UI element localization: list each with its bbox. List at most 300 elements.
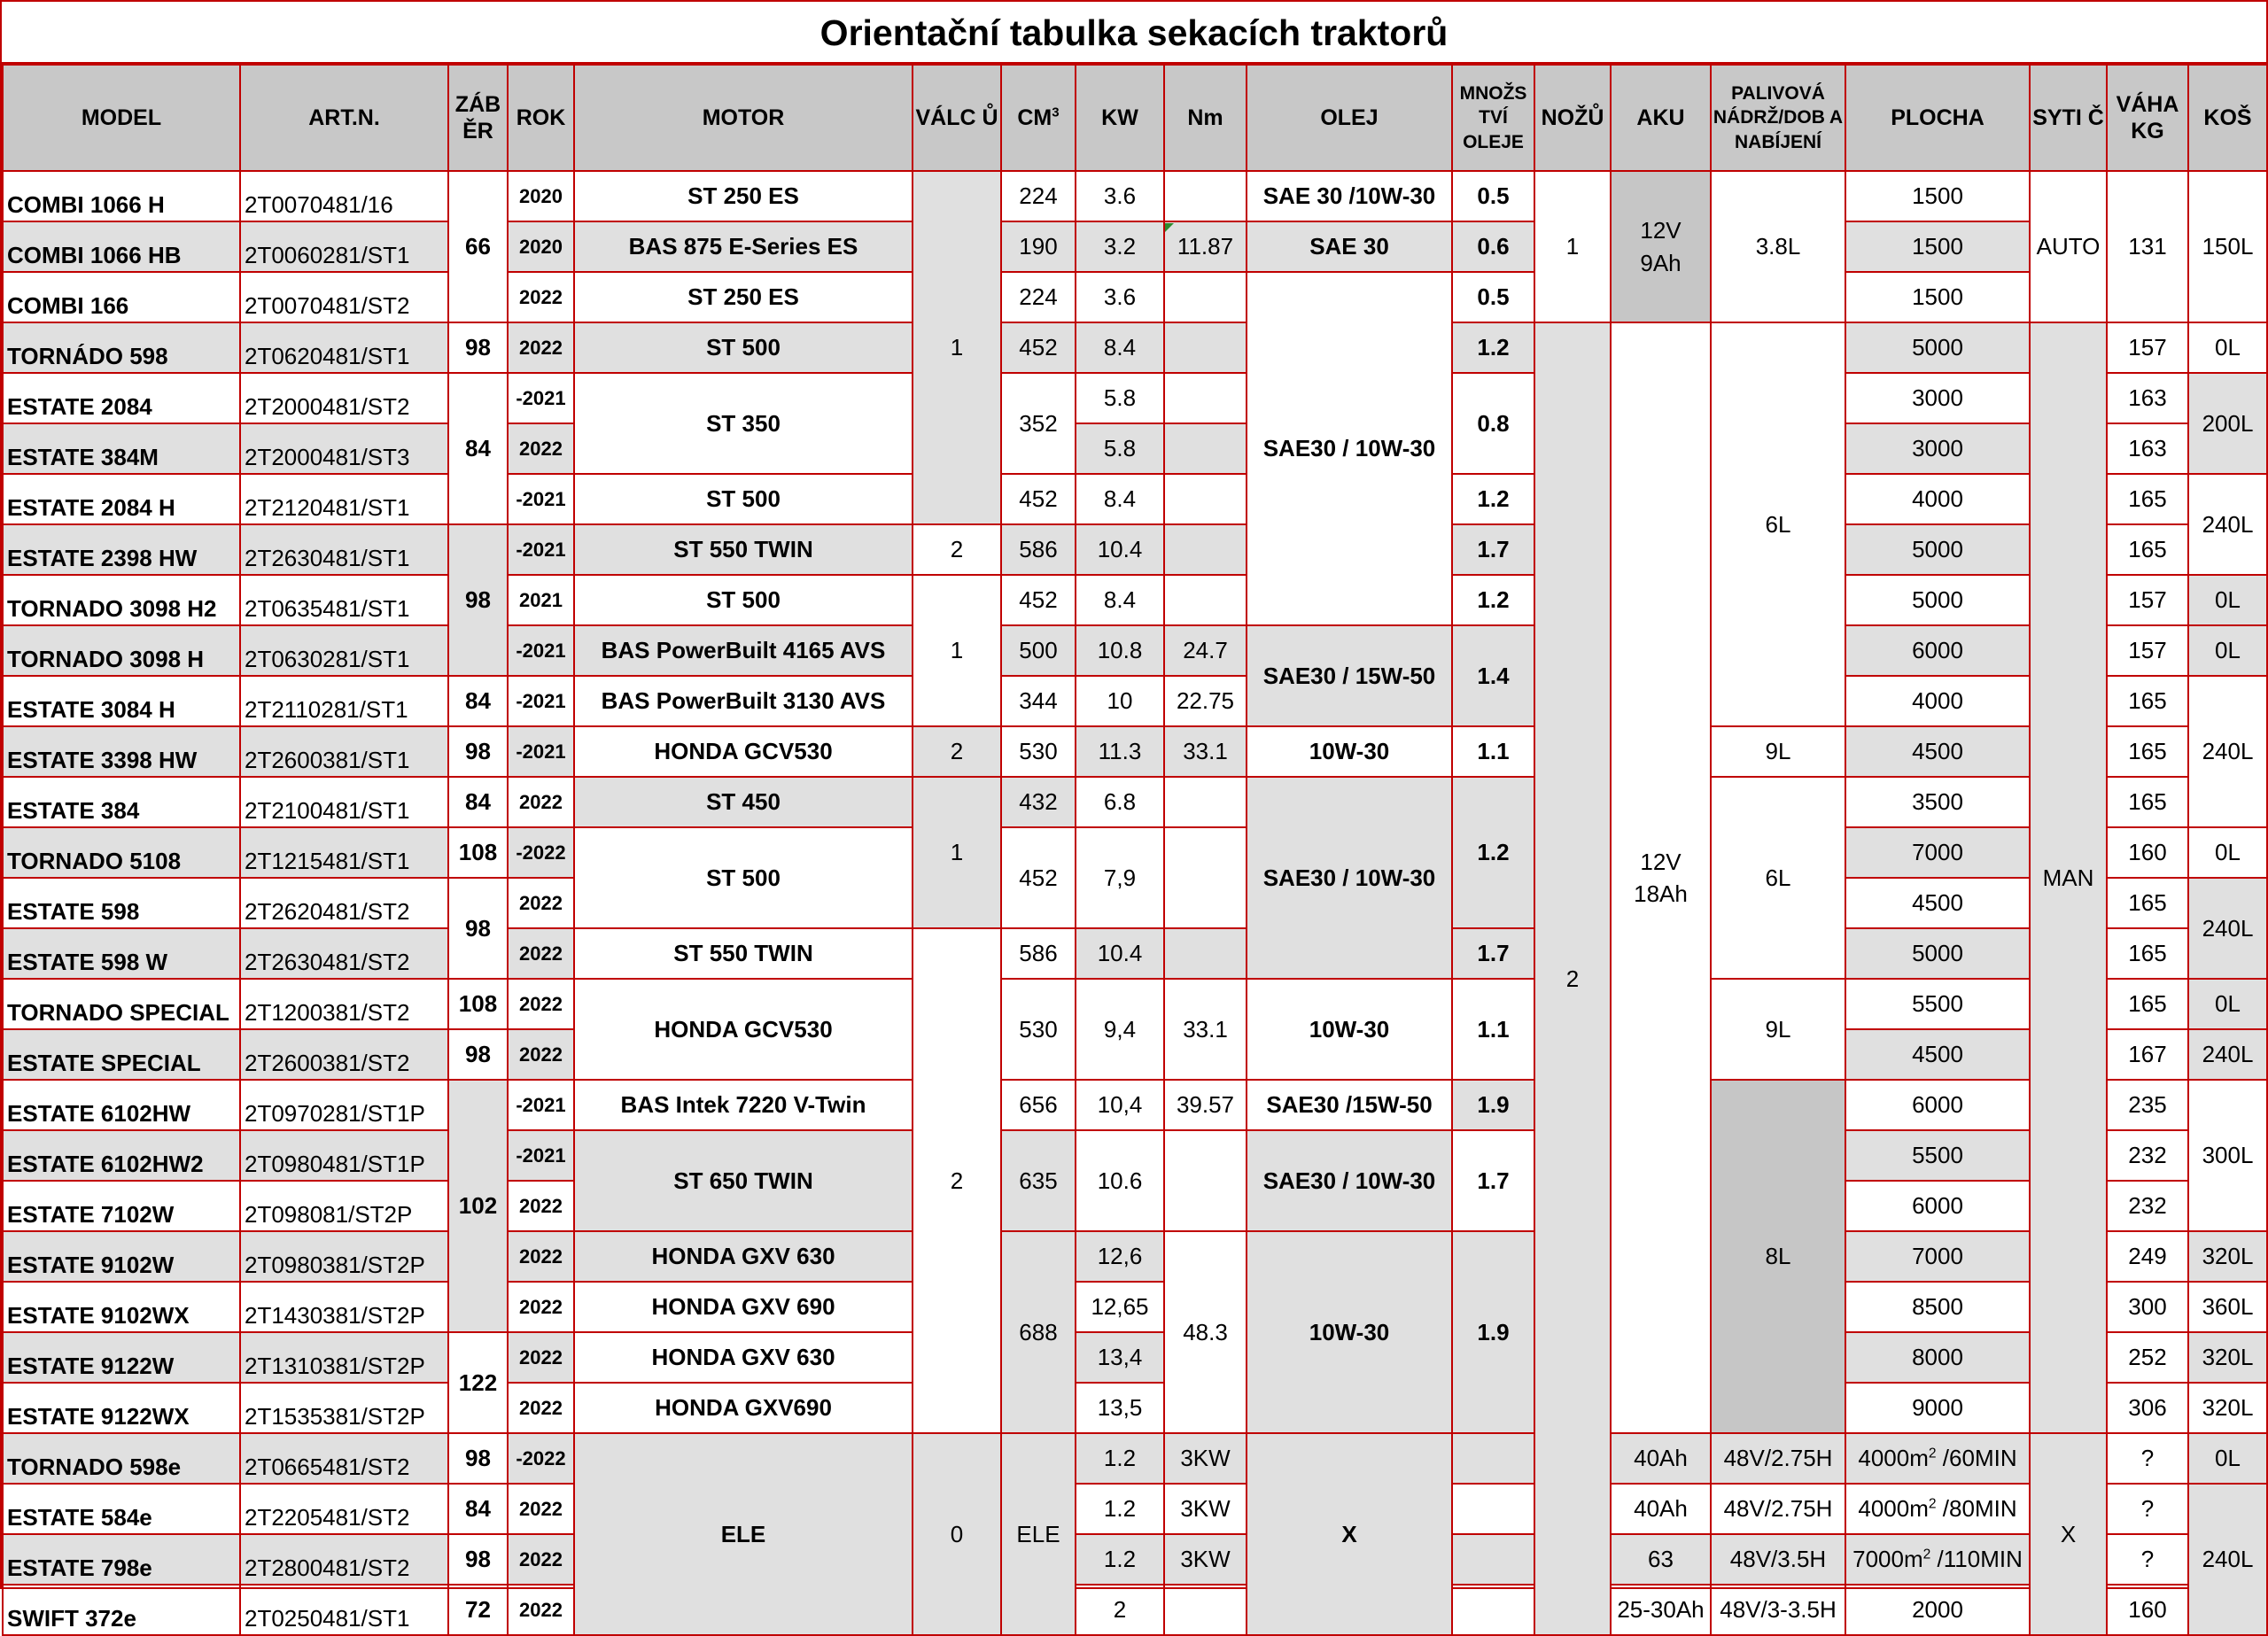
rok-cell[interactable]: -2021 xyxy=(508,625,574,676)
art-cell[interactable]: 2T0635481/ST1 xyxy=(240,575,448,625)
plocha-cell[interactable]: 3000 xyxy=(1845,423,2030,474)
rok-cell[interactable]: 2022 xyxy=(508,322,574,373)
art-cell[interactable]: 2T0980381/ST2P xyxy=(240,1231,448,1282)
art-cell[interactable]: 2T2110281/ST1 xyxy=(240,676,448,726)
vaha-cell[interactable]: 165 xyxy=(2107,474,2188,524)
col-header-mnozstvi[interactable]: MNOŽS TVÍ OLEJE xyxy=(1452,65,1534,171)
model-cell[interactable]: TORNADO 3098 H xyxy=(3,625,240,676)
kos-cell[interactable]: 300L xyxy=(2188,1080,2267,1231)
rok-cell[interactable]: 2022 xyxy=(508,878,574,928)
palivova-cell[interactable]: 48V/2.75H xyxy=(1711,1484,1845,1534)
valcu-cell[interactable]: 1 xyxy=(913,777,1001,928)
model-cell[interactable]: ESTATE 9102W xyxy=(3,1231,240,1282)
kw-cell[interactable]: 3.6 xyxy=(1076,171,1164,221)
art-cell[interactable]: 2T0620481/ST1 xyxy=(240,322,448,373)
plocha-cell[interactable]: 4500 xyxy=(1845,1029,2030,1080)
kw-cell[interactable]: 1.2 xyxy=(1076,1484,1164,1534)
model-cell[interactable]: ESTATE 798e xyxy=(3,1534,240,1585)
plocha-cell[interactable]: 4500 xyxy=(1845,878,2030,928)
art-cell[interactable]: 2T098081/ST2P xyxy=(240,1181,448,1231)
zaber-cell[interactable]: 98 xyxy=(448,322,508,373)
comment-indicator-icon[interactable] xyxy=(1165,223,1174,232)
olej-cell[interactable]: SAE30 / 10W-30 xyxy=(1247,777,1452,979)
motor-cell[interactable]: HONDA GCV530 xyxy=(574,726,913,777)
art-cell[interactable]: 2T2620481/ST2 xyxy=(240,878,448,928)
model-cell[interactable]: TORNADO 598e xyxy=(3,1433,240,1484)
art-cell[interactable]: 2T0250481/ST1 xyxy=(240,1585,448,1635)
cm-cell[interactable]: 224 xyxy=(1001,272,1076,322)
olej-cell[interactable]: SAE30 / 10W-30 xyxy=(1247,1130,1452,1231)
vaha-cell[interactable]: 300 xyxy=(2107,1282,2188,1332)
mnozstvi-cell[interactable]: 1.1 xyxy=(1452,726,1534,777)
plocha-cell[interactable]: 1500 xyxy=(1845,272,2030,322)
olej-cell[interactable]: X xyxy=(1247,1433,1452,1635)
valcu-cell[interactable]: 2 xyxy=(913,726,1001,777)
valcu-cell[interactable]: 2 xyxy=(913,524,1001,575)
col-header-kw[interactable]: KW xyxy=(1076,65,1164,171)
aku-cell[interactable]: 40Ah xyxy=(1611,1484,1711,1534)
art-cell[interactable]: 2T2000481/ST2 xyxy=(240,373,448,423)
palivova-cell[interactable]: 6L xyxy=(1711,322,1845,726)
motor-cell[interactable]: ST 550 TWIN xyxy=(574,524,913,575)
col-header-art[interactable]: ART.N. xyxy=(240,65,448,171)
vaha-cell[interactable]: 232 xyxy=(2107,1130,2188,1181)
col-header-rok[interactable]: ROK xyxy=(508,65,574,171)
art-cell[interactable]: 2T2800481/ST2 xyxy=(240,1534,448,1585)
sytic-cell[interactable]: X xyxy=(2030,1433,2107,1635)
plocha-cell[interactable] xyxy=(1845,1433,2030,1484)
mnozstvi-cell[interactable]: 1.7 xyxy=(1452,524,1534,575)
plocha-cell[interactable]: 8500 xyxy=(1845,1282,2030,1332)
col-header-palivova[interactable]: PALIVOVÁ NÁDRŽ/DOB A NABÍJENÍ xyxy=(1711,65,1845,171)
kos-cell[interactable]: 150L xyxy=(2188,171,2267,322)
model-cell[interactable]: TORNADO 5108 xyxy=(3,827,240,878)
zaber-cell[interactable]: 84 xyxy=(448,676,508,726)
art-cell[interactable]: 2T1430381/ST2P xyxy=(240,1282,448,1332)
kw-cell[interactable]: 10.4 xyxy=(1076,928,1164,979)
art-cell[interactable]: 2T2100481/ST1 xyxy=(240,777,448,827)
kos-cell[interactable]: 0L xyxy=(2188,625,2267,676)
rok-cell[interactable]: 2022 xyxy=(508,1332,574,1383)
cm-cell[interactable]: 432 xyxy=(1001,777,1076,827)
model-cell[interactable]: SWIFT 372e xyxy=(3,1585,240,1635)
valcu-cell[interactable]: 1 xyxy=(913,575,1001,726)
kw-cell[interactable]: 7,9 xyxy=(1076,827,1164,928)
motor-cell[interactable]: ST 450 xyxy=(574,777,913,827)
nm-cell[interactable]: 3KW xyxy=(1164,1433,1247,1484)
rok-cell[interactable]: 2022 xyxy=(508,1383,574,1433)
plocha-cell[interactable]: 5000 xyxy=(1845,575,2030,625)
kos-cell[interactable]: 0L xyxy=(2188,827,2267,878)
model-cell[interactable]: COMBI 1066 HB xyxy=(3,221,240,272)
palivova-cell[interactable]: 6L xyxy=(1711,777,1845,979)
model-cell[interactable]: ESTATE 384 xyxy=(3,777,240,827)
valcu-cell[interactable]: 2 xyxy=(913,928,1001,1433)
art-cell[interactable]: 2T0630281/ST1 xyxy=(240,625,448,676)
vaha-cell[interactable]: 165 xyxy=(2107,524,2188,575)
rok-cell[interactable]: 2022 xyxy=(508,1181,574,1231)
zaber-cell[interactable]: 98 xyxy=(448,1029,508,1080)
nm-cell[interactable]: 3KW xyxy=(1164,1534,1247,1585)
kw-cell[interactable]: 1.2 xyxy=(1076,1534,1164,1585)
kw-cell[interactable]: 13,5 xyxy=(1076,1383,1164,1433)
kos-cell[interactable]: 0L xyxy=(2188,1433,2267,1484)
motor-cell[interactable]: ELE xyxy=(574,1433,913,1635)
vaha-cell[interactable]: 252 xyxy=(2107,1332,2188,1383)
cm-cell[interactable]: 586 xyxy=(1001,524,1076,575)
kw-cell[interactable]: 10.4 xyxy=(1076,524,1164,575)
kw-cell[interactable]: 3.6 xyxy=(1076,272,1164,322)
rok-cell[interactable]: 2022 xyxy=(508,1282,574,1332)
motor-cell[interactable]: BAS PowerBuilt 4165 AVS xyxy=(574,625,913,676)
kw-cell[interactable]: 12,6 xyxy=(1076,1231,1164,1282)
aku-cell[interactable]: 12V 9Ah xyxy=(1611,171,1711,322)
motor-cell[interactable]: BAS PowerBuilt 3130 AVS xyxy=(574,676,913,726)
motor-cell[interactable]: ST 500 xyxy=(574,474,913,524)
zaber-cell[interactable]: 98 xyxy=(448,524,508,676)
plocha-cell[interactable]: 7000 xyxy=(1845,1231,2030,1282)
cm-cell[interactable]: 352 xyxy=(1001,373,1076,474)
vaha-cell[interactable]: 167 xyxy=(2107,1029,2188,1080)
kos-cell[interactable]: 240L xyxy=(2188,1484,2267,1635)
model-cell[interactable]: ESTATE SPECIAL xyxy=(3,1029,240,1080)
plocha-cell[interactable] xyxy=(1845,1484,2030,1534)
nm-cell[interactable] xyxy=(1164,524,1247,575)
motor-cell[interactable]: BAS 875 E-Series ES xyxy=(574,221,913,272)
art-cell[interactable]: 2T0060281/ST1 xyxy=(240,221,448,272)
kos-cell[interactable]: 240L xyxy=(2188,878,2267,979)
olej-cell[interactable]: SAE30 / 15W-50 xyxy=(1247,625,1452,726)
rok-cell[interactable]: -2022 xyxy=(508,1433,574,1484)
plocha-cell[interactable]: 6000 xyxy=(1845,1080,2030,1130)
olej-cell[interactable]: SAE30 /15W-50 xyxy=(1247,1080,1452,1130)
model-cell[interactable]: ESTATE 384M xyxy=(3,423,240,474)
kos-cell[interactable]: 0L xyxy=(2188,322,2267,373)
vaha-cell[interactable]: 131 xyxy=(2107,171,2188,322)
motor-cell[interactable]: ST 500 xyxy=(574,575,913,625)
vaha-cell[interactable]: 232 xyxy=(2107,1181,2188,1231)
plocha-cell[interactable]: 1500 xyxy=(1845,221,2030,272)
vaha-cell[interactable]: 165 xyxy=(2107,878,2188,928)
cm-cell[interactable]: 452 xyxy=(1001,575,1076,625)
nm-cell[interactable] xyxy=(1164,423,1247,474)
motor-cell[interactable]: HONDA GCV530 xyxy=(574,979,913,1080)
art-cell[interactable]: 2T1200381/ST2 xyxy=(240,979,448,1029)
mnozstvi-cell[interactable]: 1.7 xyxy=(1452,1130,1534,1231)
col-header-motor[interactable]: MOTOR xyxy=(574,65,913,171)
cm-cell[interactable]: ELE xyxy=(1001,1433,1076,1635)
plocha-cell[interactable]: 6000 xyxy=(1845,1181,2030,1231)
motor-cell[interactable]: ST 250 ES xyxy=(574,171,913,221)
palivova-cell[interactable]: 48V/3-3.5H xyxy=(1711,1585,1845,1635)
art-cell[interactable]: 2T2630481/ST2 xyxy=(240,928,448,979)
kw-cell[interactable]: 5.8 xyxy=(1076,423,1164,474)
kw-cell[interactable]: 8.4 xyxy=(1076,474,1164,524)
nozu-cell[interactable]: 1 xyxy=(1534,171,1611,322)
rok-cell[interactable]: 2022 xyxy=(508,272,574,322)
model-cell[interactable]: ESTATE 9122W xyxy=(3,1332,240,1383)
mnozstvi-cell[interactable]: 0.8 xyxy=(1452,373,1534,474)
vaha-cell[interactable]: 165 xyxy=(2107,676,2188,726)
rok-cell[interactable]: 2022 xyxy=(508,1231,574,1282)
vaha-cell[interactable]: ? xyxy=(2107,1484,2188,1534)
cm-cell[interactable]: 688 xyxy=(1001,1231,1076,1433)
nm-cell[interactable] xyxy=(1164,1130,1247,1231)
vaha-cell[interactable]: 163 xyxy=(2107,423,2188,474)
kw-cell[interactable]: 9,4 xyxy=(1076,979,1164,1080)
olej-cell[interactable]: SAE30 / 10W-30 xyxy=(1247,272,1452,625)
palivova-cell[interactable]: 9L xyxy=(1711,979,1845,1080)
model-cell[interactable]: ESTATE 7102W xyxy=(3,1181,240,1231)
kw-cell[interactable]: 3.2 xyxy=(1076,221,1164,272)
kw-cell[interactable]: 10.6 xyxy=(1076,1130,1164,1231)
motor-cell[interactable]: BAS Intek 7220 V-Twin xyxy=(574,1080,913,1130)
mnozstvi-cell[interactable]: 1.9 xyxy=(1452,1080,1534,1130)
art-cell[interactable]: 2T2205481/ST2 xyxy=(240,1484,448,1534)
zaber-cell[interactable]: 108 xyxy=(448,827,508,878)
art-cell[interactable]: 2T0070481/16 xyxy=(240,171,448,221)
rok-cell[interactable]: 2022 xyxy=(508,777,574,827)
vaha-cell[interactable]: 157 xyxy=(2107,322,2188,373)
kw-cell[interactable]: 10,4 xyxy=(1076,1080,1164,1130)
model-cell[interactable]: ESTATE 9102WX xyxy=(3,1282,240,1332)
kw-cell[interactable]: 13,4 xyxy=(1076,1332,1164,1383)
nm-cell[interactable] xyxy=(1164,322,1247,373)
palivova-cell[interactable]: 3.8L xyxy=(1711,171,1845,322)
kos-cell[interactable]: 0L xyxy=(2188,575,2267,625)
col-header-sytic[interactable]: SYTI Č xyxy=(2030,65,2107,171)
kw-cell[interactable]: 8.4 xyxy=(1076,575,1164,625)
plocha-cell[interactable]: 3500 xyxy=(1845,777,2030,827)
nm-cell[interactable]: 3KW xyxy=(1164,1484,1247,1534)
nm-cell[interactable] xyxy=(1164,777,1247,827)
kw-cell[interactable]: 12,65 xyxy=(1076,1282,1164,1332)
motor-cell[interactable]: HONDA GXV 690 xyxy=(574,1282,913,1332)
mnozstvi-cell[interactable]: 1.9 xyxy=(1452,1231,1534,1433)
cm-cell[interactable]: 452 xyxy=(1001,322,1076,373)
cm-cell[interactable]: 452 xyxy=(1001,474,1076,524)
nm-cell[interactable]: 24.7 xyxy=(1164,625,1247,676)
rok-cell[interactable]: -2021 xyxy=(508,1130,574,1181)
plocha-cell[interactable]: 5000 xyxy=(1845,524,2030,575)
zaber-cell[interactable]: 72 xyxy=(448,1585,508,1635)
rok-cell[interactable]: -2022 xyxy=(508,827,574,878)
cm-cell[interactable]: 530 xyxy=(1001,979,1076,1080)
motor-cell[interactable]: ST 500 xyxy=(574,322,913,373)
vaha-cell[interactable]: ? xyxy=(2107,1433,2188,1484)
nm-cell[interactable]: 33.1 xyxy=(1164,726,1247,777)
plocha-cell[interactable]: 3000 xyxy=(1845,373,2030,423)
vaha-cell[interactable]: 235 xyxy=(2107,1080,2188,1130)
rok-cell[interactable]: 2022 xyxy=(508,1534,574,1585)
kos-cell[interactable]: 240L xyxy=(2188,474,2267,575)
rok-cell[interactable]: -2021 xyxy=(508,726,574,777)
kos-cell[interactable]: 320L xyxy=(2188,1231,2267,1282)
zaber-cell[interactable]: 108 xyxy=(448,979,508,1029)
motor-cell[interactable]: ST 500 xyxy=(574,827,913,928)
col-header-nozu[interactable]: NOŽŮ xyxy=(1534,65,1611,171)
kw-cell[interactable]: 2 xyxy=(1076,1585,1164,1635)
col-header-aku[interactable]: AKU xyxy=(1611,65,1711,171)
model-cell[interactable]: ESTATE 598 xyxy=(3,878,240,928)
nm-cell[interactable] xyxy=(1164,827,1247,928)
model-cell[interactable]: ESTATE 2084 H xyxy=(3,474,240,524)
motor-cell[interactable]: HONDA GXV 630 xyxy=(574,1231,913,1282)
rok-cell[interactable]: -2021 xyxy=(508,1080,574,1130)
nm-cell[interactable] xyxy=(1164,373,1247,423)
art-cell[interactable]: 2T2600381/ST1 xyxy=(240,726,448,777)
kos-cell[interactable]: 200L xyxy=(2188,373,2267,474)
motor-cell[interactable]: ST 550 TWIN xyxy=(574,928,913,979)
mnozstvi-cell[interactable]: 1.1 xyxy=(1452,979,1534,1080)
nm-cell[interactable]: 48.3 xyxy=(1164,1231,1247,1433)
zaber-cell[interactable]: 98 xyxy=(448,1534,508,1585)
zaber-cell[interactable]: 98 xyxy=(448,1433,508,1484)
kw-cell[interactable]: 6.8 xyxy=(1076,777,1164,827)
sytic-cell[interactable]: AUTO xyxy=(2030,171,2107,322)
vaha-cell[interactable]: 163 xyxy=(2107,373,2188,423)
model-cell[interactable]: TORNADO SPECIAL xyxy=(3,979,240,1029)
motor-cell[interactable]: HONDA GXV690 xyxy=(574,1383,913,1433)
col-header-plocha[interactable]: PLOCHA xyxy=(1845,65,2030,171)
art-cell[interactable]: 2T2120481/ST1 xyxy=(240,474,448,524)
model-cell[interactable]: ESTATE 6102HW xyxy=(3,1080,240,1130)
vaha-cell[interactable]: 160 xyxy=(2107,1585,2188,1635)
motor-cell[interactable]: ST 650 TWIN xyxy=(574,1130,913,1231)
kw-cell[interactable]: 10 xyxy=(1076,676,1164,726)
art-cell[interactable]: 2T2600381/ST2 xyxy=(240,1029,448,1080)
kos-cell[interactable]: 0L xyxy=(2188,979,2267,1029)
valcu-cell[interactable]: 1 xyxy=(913,171,1001,524)
plocha-cell[interactable]: 5500 xyxy=(1845,979,2030,1029)
nm-cell[interactable]: 39.57 xyxy=(1164,1080,1247,1130)
vaha-cell[interactable]: 165 xyxy=(2107,928,2188,979)
art-cell[interactable]: 2T0665481/ST2 xyxy=(240,1433,448,1484)
plocha-cell[interactable] xyxy=(1845,1534,2030,1585)
kw-cell[interactable]: 10.8 xyxy=(1076,625,1164,676)
plocha-cell[interactable]: 5000 xyxy=(1845,322,2030,373)
aku-cell[interactable]: 25-30Ah xyxy=(1611,1585,1711,1635)
valcu-cell[interactable]: 0 xyxy=(913,1433,1001,1635)
plocha-cell[interactable]: 4000 xyxy=(1845,676,2030,726)
nm-cell[interactable] xyxy=(1164,575,1247,625)
kos-cell[interactable]: 240L xyxy=(2188,676,2267,827)
art-cell[interactable]: 2T2630481/ST1 xyxy=(240,524,448,575)
model-cell[interactable]: COMBI 166 xyxy=(3,272,240,322)
mnozstvi-cell[interactable] xyxy=(1452,1534,1534,1585)
model-cell[interactable]: ESTATE 2398 HW xyxy=(3,524,240,575)
mnozstvi-cell[interactable]: 0.5 xyxy=(1452,171,1534,221)
model-cell[interactable]: TORNADO 3098 H2 xyxy=(3,575,240,625)
nm-cell[interactable] xyxy=(1164,928,1247,979)
plocha-cell[interactable]: 4000 xyxy=(1845,474,2030,524)
cm-cell[interactable]: 452 xyxy=(1001,827,1076,928)
vaha-cell[interactable]: 165 xyxy=(2107,726,2188,777)
zaber-cell[interactable]: 84 xyxy=(448,777,508,827)
art-cell[interactable]: 2T1310381/ST2P xyxy=(240,1332,448,1383)
cm-cell[interactable]: 190 xyxy=(1001,221,1076,272)
olej-cell[interactable]: 10W-30 xyxy=(1247,979,1452,1080)
zaber-cell[interactable]: 98 xyxy=(448,726,508,777)
model-cell[interactable]: ESTATE 9122WX xyxy=(3,1383,240,1433)
col-header-kos[interactable]: KOŠ xyxy=(2188,65,2267,171)
kw-cell[interactable]: 11.3 xyxy=(1076,726,1164,777)
art-cell[interactable]: 2T1215481/ST1 xyxy=(240,827,448,878)
col-header-model[interactable]: MODEL xyxy=(3,65,240,171)
nm-cell[interactable]: 33.1 xyxy=(1164,979,1247,1080)
cm-cell[interactable]: 656 xyxy=(1001,1080,1076,1130)
mnozstvi-cell[interactable]: 0.5 xyxy=(1452,272,1534,322)
model-cell[interactable]: ESTATE 3398 HW xyxy=(3,726,240,777)
art-cell[interactable]: 2T0980481/ST1P xyxy=(240,1130,448,1181)
plocha-cell[interactable]: 2000 xyxy=(1845,1585,2030,1635)
palivova-cell[interactable]: 8L xyxy=(1711,1080,1845,1433)
zaber-cell[interactable]: 66 xyxy=(448,171,508,322)
cm-cell[interactable]: 224 xyxy=(1001,171,1076,221)
mnozstvi-cell[interactable] xyxy=(1452,1433,1534,1484)
art-cell[interactable]: 2T1535381/ST2P xyxy=(240,1383,448,1433)
nm-cell[interactable]: 22.75 xyxy=(1164,676,1247,726)
plocha-cell[interactable]: 6000 xyxy=(1845,625,2030,676)
zaber-cell[interactable]: 122 xyxy=(448,1332,508,1433)
aku-cell[interactable]: 12V 18Ah xyxy=(1611,322,1711,1433)
rok-cell[interactable]: 2020 xyxy=(508,171,574,221)
model-cell[interactable]: ESTATE 6102HW2 xyxy=(3,1130,240,1181)
palivova-cell[interactable]: 9L xyxy=(1711,726,1845,777)
motor-cell[interactable]: ST 250 ES xyxy=(574,272,913,322)
mnozstvi-cell[interactable] xyxy=(1452,1484,1534,1534)
plocha-cell[interactable]: 1500 xyxy=(1845,171,2030,221)
plocha-cell[interactable]: 9000 xyxy=(1845,1383,2030,1433)
zaber-cell[interactable]: 98 xyxy=(448,878,508,979)
col-header-olej[interactable]: OLEJ xyxy=(1247,65,1452,171)
vaha-cell[interactable]: ? xyxy=(2107,1534,2188,1585)
mnozstvi-cell[interactable]: 1.4 xyxy=(1452,625,1534,726)
rok-cell[interactable]: 2022 xyxy=(508,423,574,474)
col-header-cm[interactable] xyxy=(1001,65,1076,171)
rok-cell[interactable]: 2022 xyxy=(508,1029,574,1080)
vaha-cell[interactable]: 249 xyxy=(2107,1231,2188,1282)
sytic-cell[interactable]: MAN xyxy=(2030,322,2107,1433)
col-header-valcu[interactable]: VÁLC Ů xyxy=(913,65,1001,171)
nm-cell[interactable] xyxy=(1164,474,1247,524)
cm-cell[interactable]: 586 xyxy=(1001,928,1076,979)
rok-cell[interactable]: 2022 xyxy=(508,1484,574,1534)
mnozstvi-cell[interactable]: 0.6 xyxy=(1452,221,1534,272)
olej-cell[interactable]: 10W-30 xyxy=(1247,726,1452,777)
aku-cell[interactable]: 40Ah xyxy=(1611,1433,1711,1484)
mnozstvi-cell[interactable]: 1.2 xyxy=(1452,777,1534,928)
nm-cell[interactable] xyxy=(1164,272,1247,322)
mnozstvi-cell[interactable]: 1.2 xyxy=(1452,474,1534,524)
model-cell[interactable]: TORNÁDO 598 xyxy=(3,322,240,373)
kos-cell[interactable]: 320L xyxy=(2188,1383,2267,1433)
art-cell[interactable]: 2T0970281/ST1P xyxy=(240,1080,448,1130)
rok-cell[interactable]: 2022 xyxy=(508,928,574,979)
model-cell[interactable]: ESTATE 598 W xyxy=(3,928,240,979)
palivova-cell[interactable]: 48V/2.75H xyxy=(1711,1433,1845,1484)
kw-cell[interactable]: 5.8 xyxy=(1076,373,1164,423)
kos-cell[interactable]: 320L xyxy=(2188,1332,2267,1383)
olej-cell[interactable]: 10W-30 xyxy=(1247,1231,1452,1433)
vaha-cell[interactable]: 160 xyxy=(2107,827,2188,878)
model-cell[interactable]: ESTATE 3084 H xyxy=(3,676,240,726)
model-cell[interactable]: COMBI 1066 H xyxy=(3,171,240,221)
plocha-cell[interactable]: 5500 xyxy=(1845,1130,2030,1181)
mnozstvi-cell[interactable]: 1.2 xyxy=(1452,322,1534,373)
nm-cell[interactable]: 11.87 xyxy=(1164,221,1247,272)
palivova-cell[interactable]: 48V/3.5H xyxy=(1711,1534,1845,1585)
